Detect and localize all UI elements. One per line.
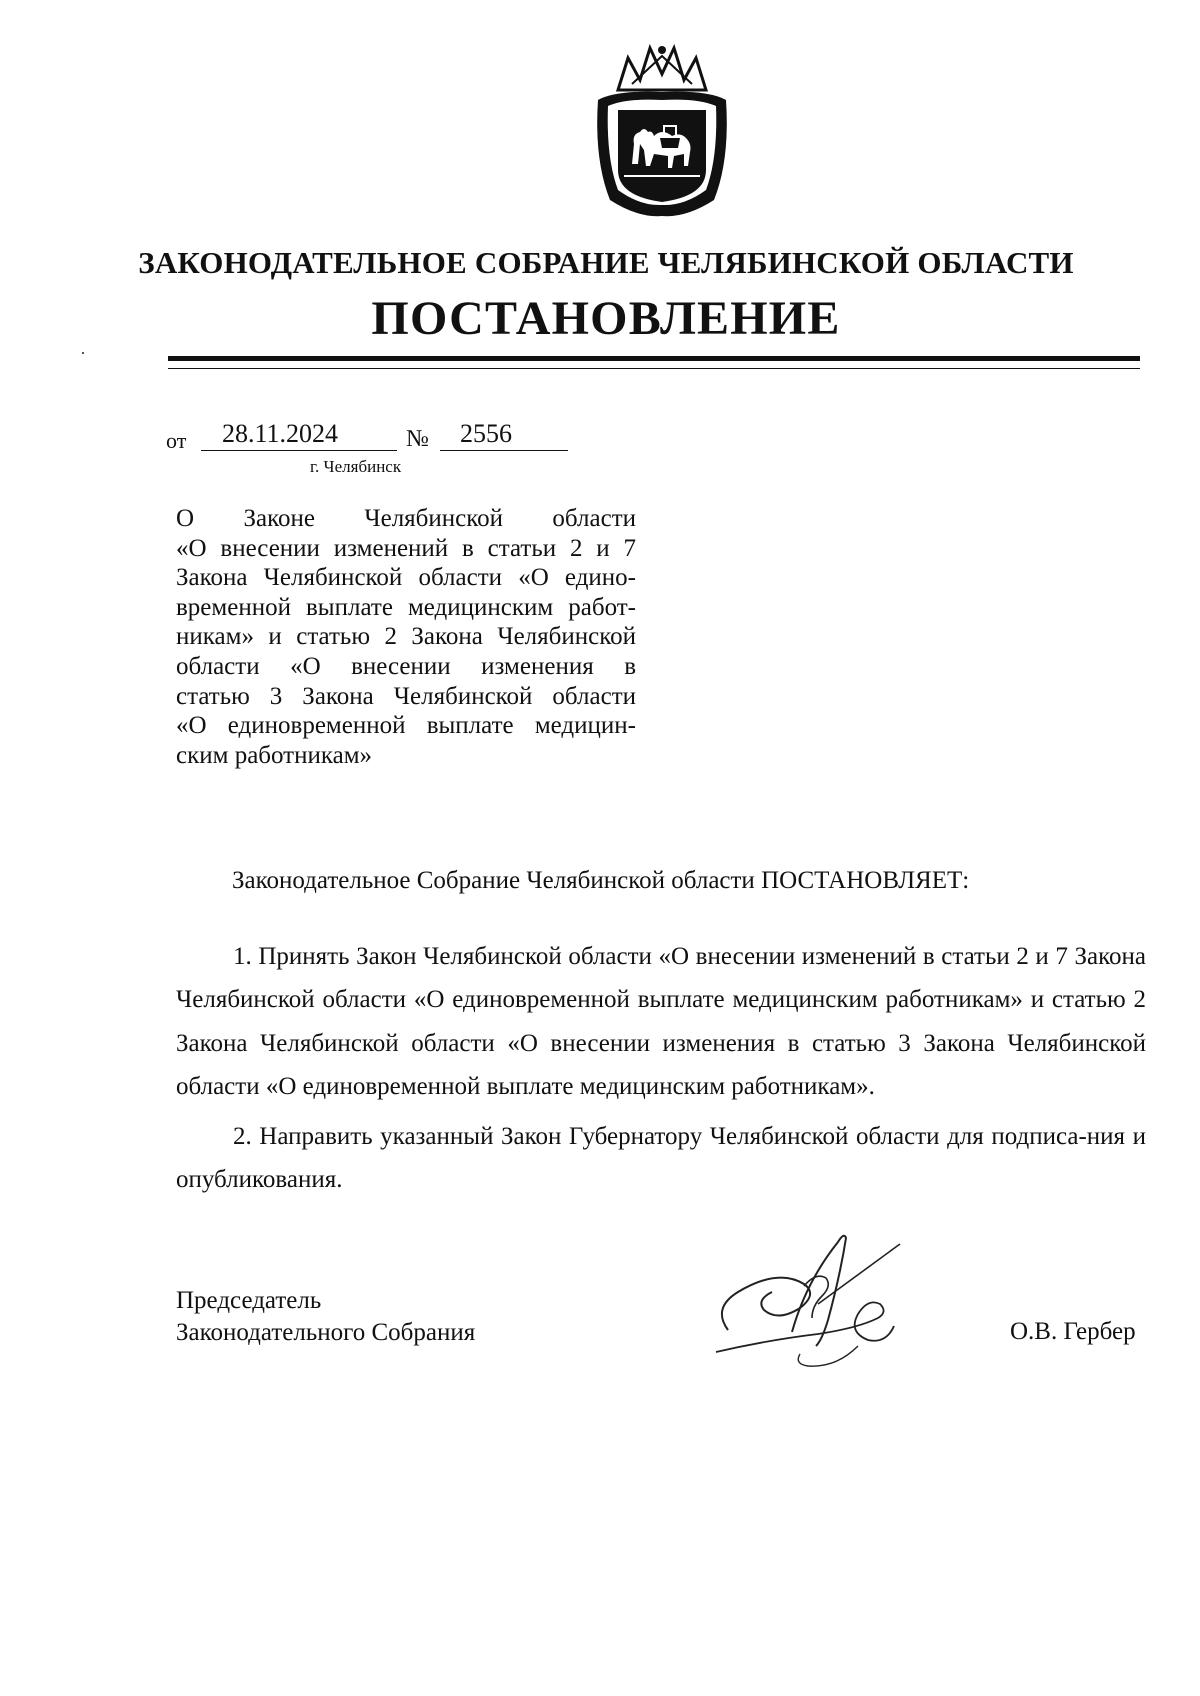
subject-line: области «О внесении изменения в [176,652,636,680]
document-number: 2556 [460,419,512,448]
subject-line: Закона Челябинской области «О едино- [176,564,636,592]
date-label: от [166,428,187,453]
subject-line: временной выплате медицинским работ- [176,593,636,621]
signer-name: О.В. Гербер [1010,1318,1136,1345]
signer-position-line-2: Законодательного Собрания [176,1319,476,1346]
resolution-item-1: 1. Принять Закон Челябинской области «О внесении изменений в статьи 2 и 7 Закона Челябинской области «О единовременной выплате медицинским работникам» и статью 2 Закона Челябинской области «О внесении изменения в статью 3 Закона Челябинской области «О единовременной выплате медицинским работникам». [176,943,1146,1100]
resolution-preamble: Законодательное Собрание Челябинской области ПОСТАНОВЛЯЕТ: [232,867,970,894]
subject-line: О Законе Челябинской области [176,505,636,532]
subject-line: «О единовременной выплате медицин- [176,712,636,740]
coat-of-arms-icon [588,40,736,220]
number-label: № [406,426,429,452]
document-subject [176,504,636,770]
document-type-title: ПОСТАНОВЛЕНИЕ [371,292,841,345]
org-title: ЗАКОНОДАТЕЛЬНОЕ СОБРАНИЕ ЧЕЛЯБИНСКОЙ ОБЛАСТИ [138,245,1074,280]
date-underline [201,450,397,451]
subject-line: никам» и статью 2 Закона Челябинской [176,623,636,651]
subject-line: «О внесении изменений в статьи 2 и 7 [176,534,636,562]
resolution-item-2: 2. Направить указанный Закон Губернатору Челябинской области для подписа-ния и опубликования. [176,1123,1146,1194]
scan-speck [82,352,84,354]
header-rule-thin [168,368,1140,369]
handwritten-signature [708,1222,938,1372]
signer-position-line-1: Председатель [176,1287,322,1314]
subject-line: статью 3 Закона Челябинской области [176,682,636,710]
document-date: 28.11.2024 [222,419,339,448]
number-underline [440,450,568,451]
header-rule-thick [168,356,1140,361]
subject-line: ским работникам» [176,741,373,769]
document-city: г. Челябинск [310,457,402,476]
